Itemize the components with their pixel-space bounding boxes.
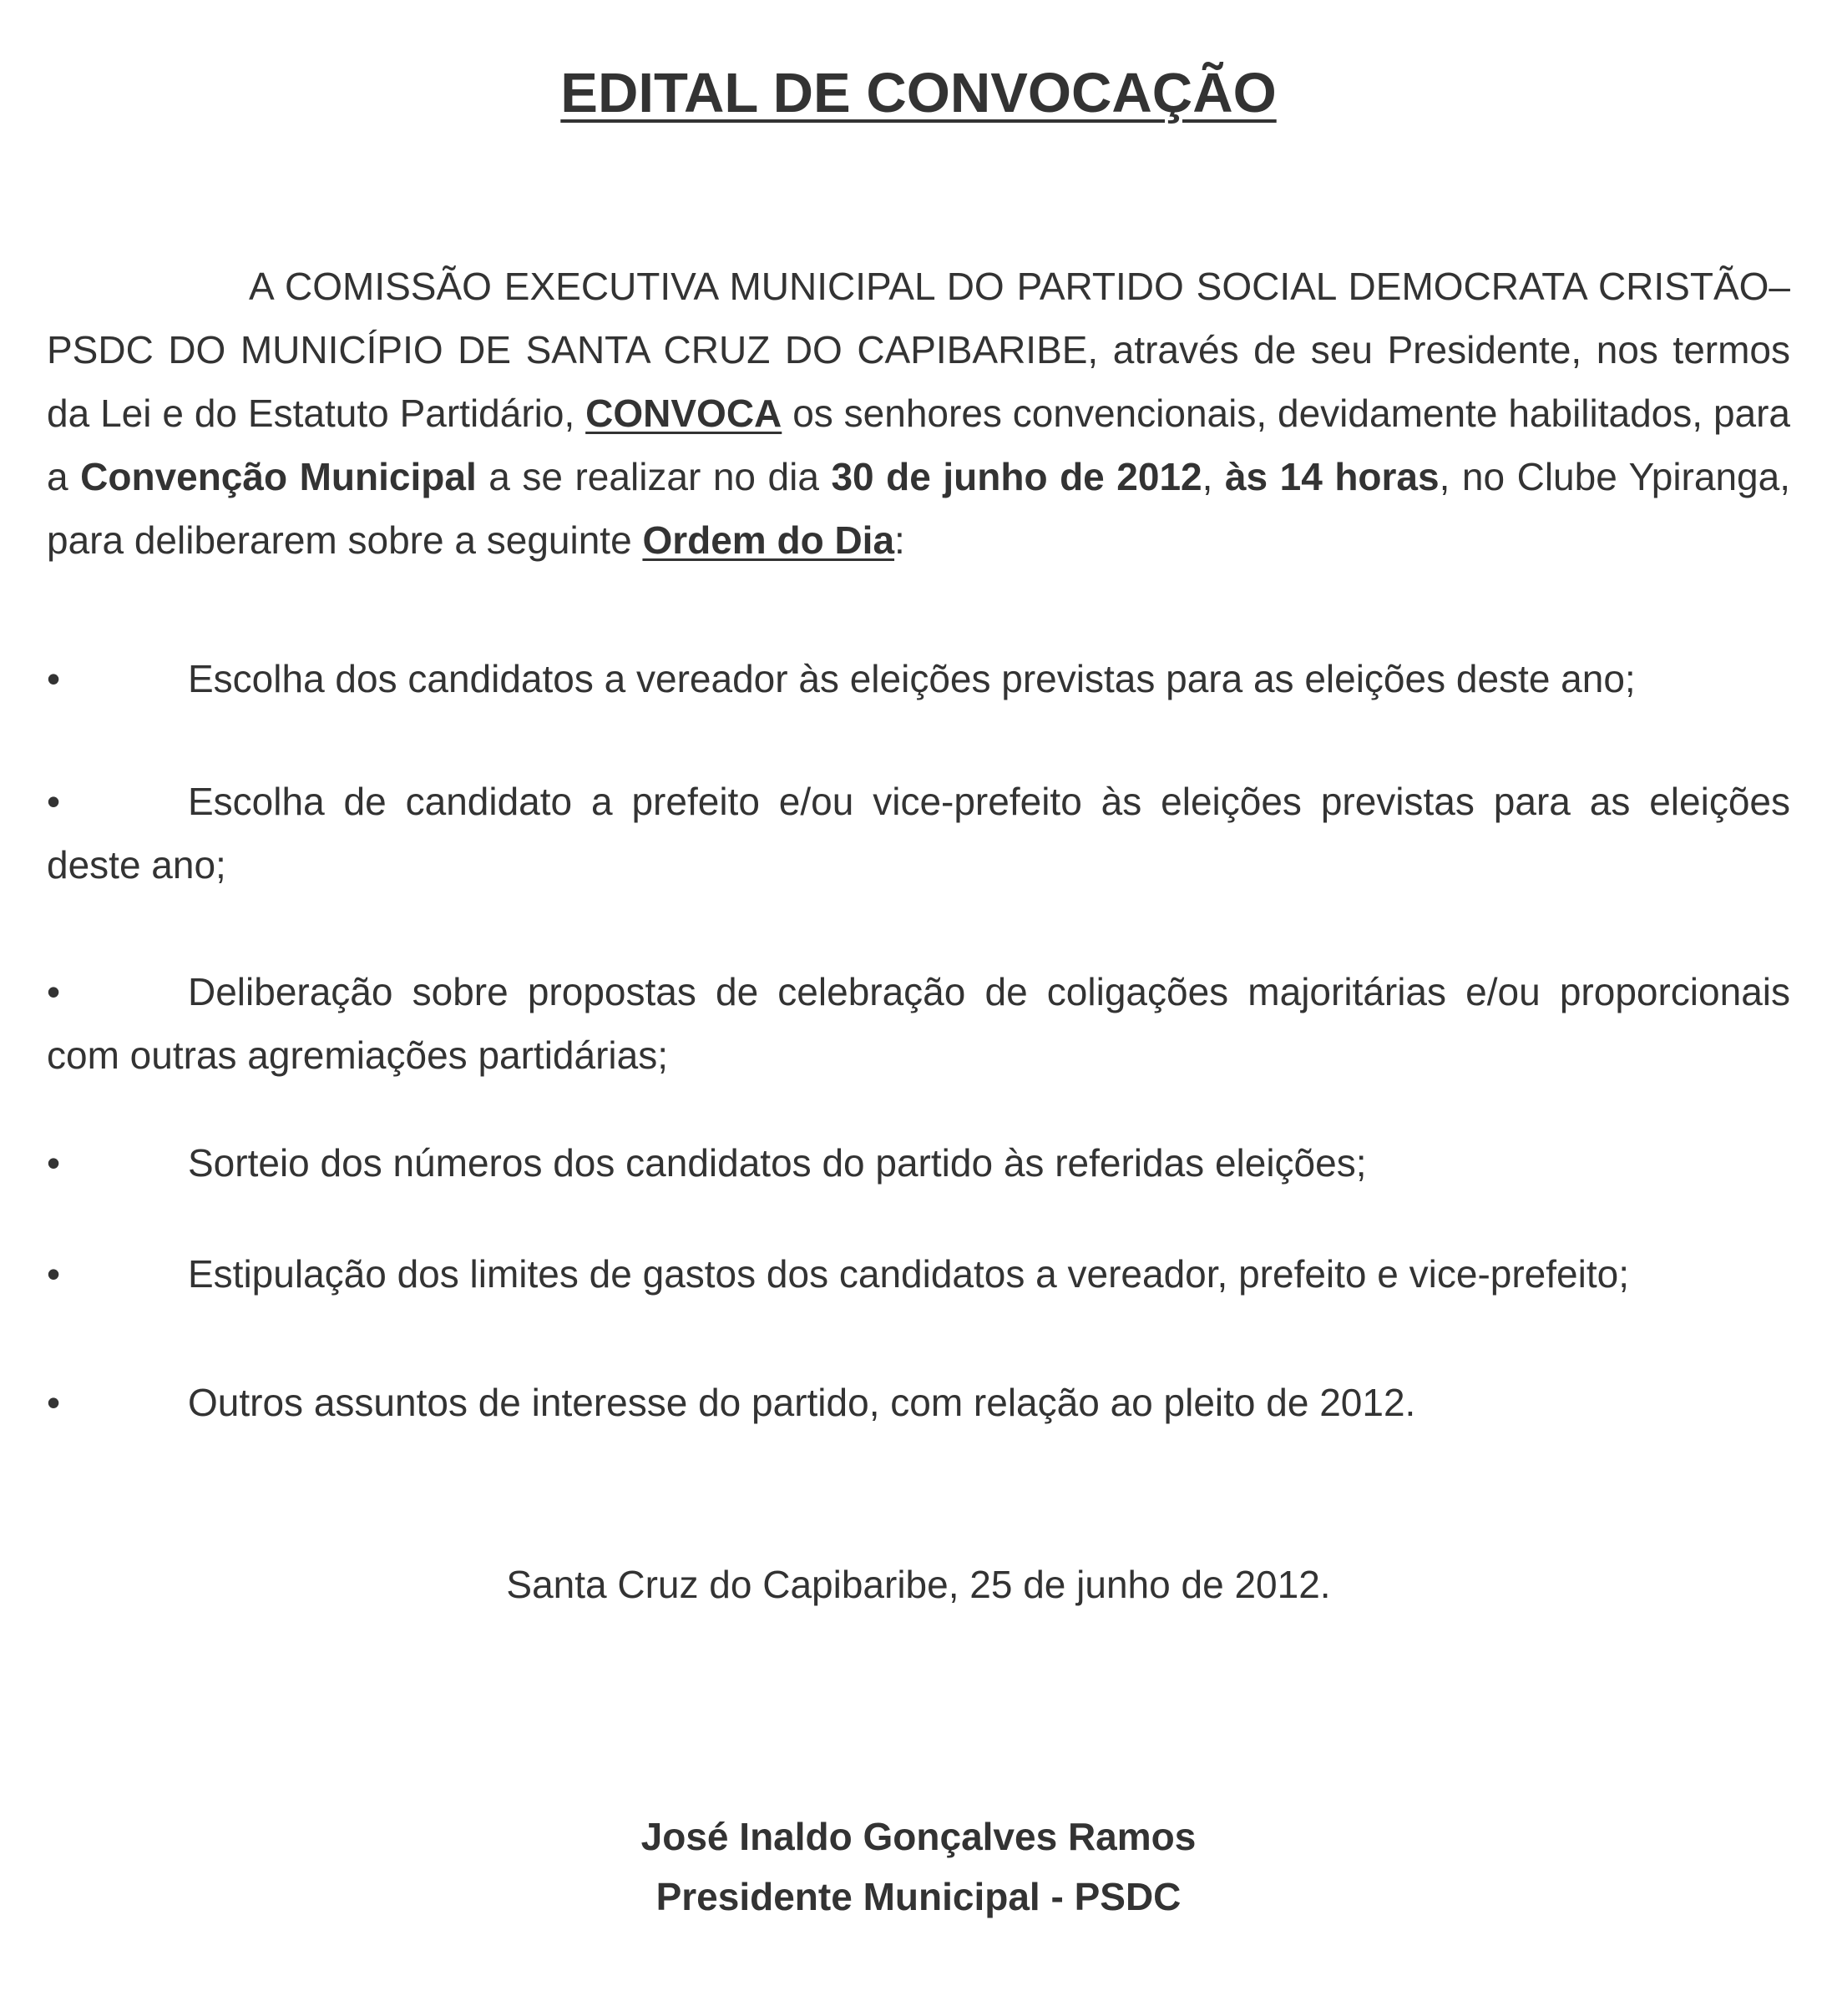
agenda-item	[47, 960, 1790, 1087]
bullet-icon: •	[47, 970, 61, 1013]
agenda-item-text: Sorteio dos números dos candidatos do partido às referidas eleições;	[188, 1141, 1367, 1185]
agenda-item-text: Escolha de candidato a prefeito e/ou vice-prefeito às eleições previstas para as eleições deste ano;	[47, 780, 1790, 887]
title-text: EDITAL DE CONVOCAÇÃO	[560, 62, 1277, 124]
agenda-item-text: Estipulação dos limites de gastos dos candidatos a vereador, prefeito e vice-prefeito;	[188, 1252, 1629, 1296]
convention-time: às 14 horas	[1224, 455, 1440, 498]
document-title	[0, 55, 1837, 132]
agenda-item	[47, 1371, 1790, 1434]
convocation-paragraph	[47, 255, 1790, 572]
agenda-item-text: Escolha dos candidatos a vereador às eleições previstas para as eleições deste ano;	[188, 657, 1636, 700]
bullet-icon: •	[47, 657, 61, 700]
intro-text-1: A COMISSÃO EXECUTIVA MUNICIPAL DO PARTIDO SOCIAL DEMOCRATA CRISTÃO– PSDC DO MUNICÍPIO DE SANTA CRUZ DO CAPIBARIBE, através de seu Presidente, nos termos da Lei e do Estatuto Partidário,	[47, 265, 1790, 435]
convention-date: 30 de junho de 2012	[831, 455, 1202, 498]
convoca-keyword: CONVOCA	[585, 392, 782, 435]
bullet-icon: •	[47, 1141, 61, 1185]
intro-end: :	[894, 518, 905, 562]
agenda-item	[47, 770, 1790, 897]
intro-text-3: a se realizar no dia	[488, 455, 819, 498]
intro-text-2: os senhores convencionais, devidamente habilitados, para a	[47, 392, 1791, 498]
place-date: Santa Cruz do Capibaribe, 25 de junho de 2012.	[506, 1563, 1331, 1606]
agenda-item	[47, 647, 1790, 710]
signer-role: Presidente Municipal - PSDC	[655, 1875, 1182, 1918]
intro-text-4: , no Clube Ypiranga, para deliberarem sobre a seguinte	[47, 455, 1790, 562]
agenda-label: Ordem do Dia	[642, 518, 895, 562]
agenda-item-text: Outros assuntos de interesse do partido, com relação ao pleito de 2012.	[188, 1381, 1416, 1424]
agenda-item-text: Deliberação sobre propostas de celebração de coligações majoritárias e/ou proporcionais com outras agremiações partidárias;	[47, 970, 1790, 1077]
bullet-icon: •	[47, 1381, 61, 1424]
bullet-icon: •	[47, 780, 61, 823]
convention-name: Convenção Municipal	[80, 455, 477, 498]
date-separator: ,	[1202, 455, 1213, 498]
signer-name: José Inaldo Gonçalves Ramos	[640, 1815, 1197, 1858]
bullet-icon: •	[47, 1252, 61, 1296]
agenda-item	[47, 1242, 1790, 1306]
agenda-item	[47, 1131, 1790, 1195]
